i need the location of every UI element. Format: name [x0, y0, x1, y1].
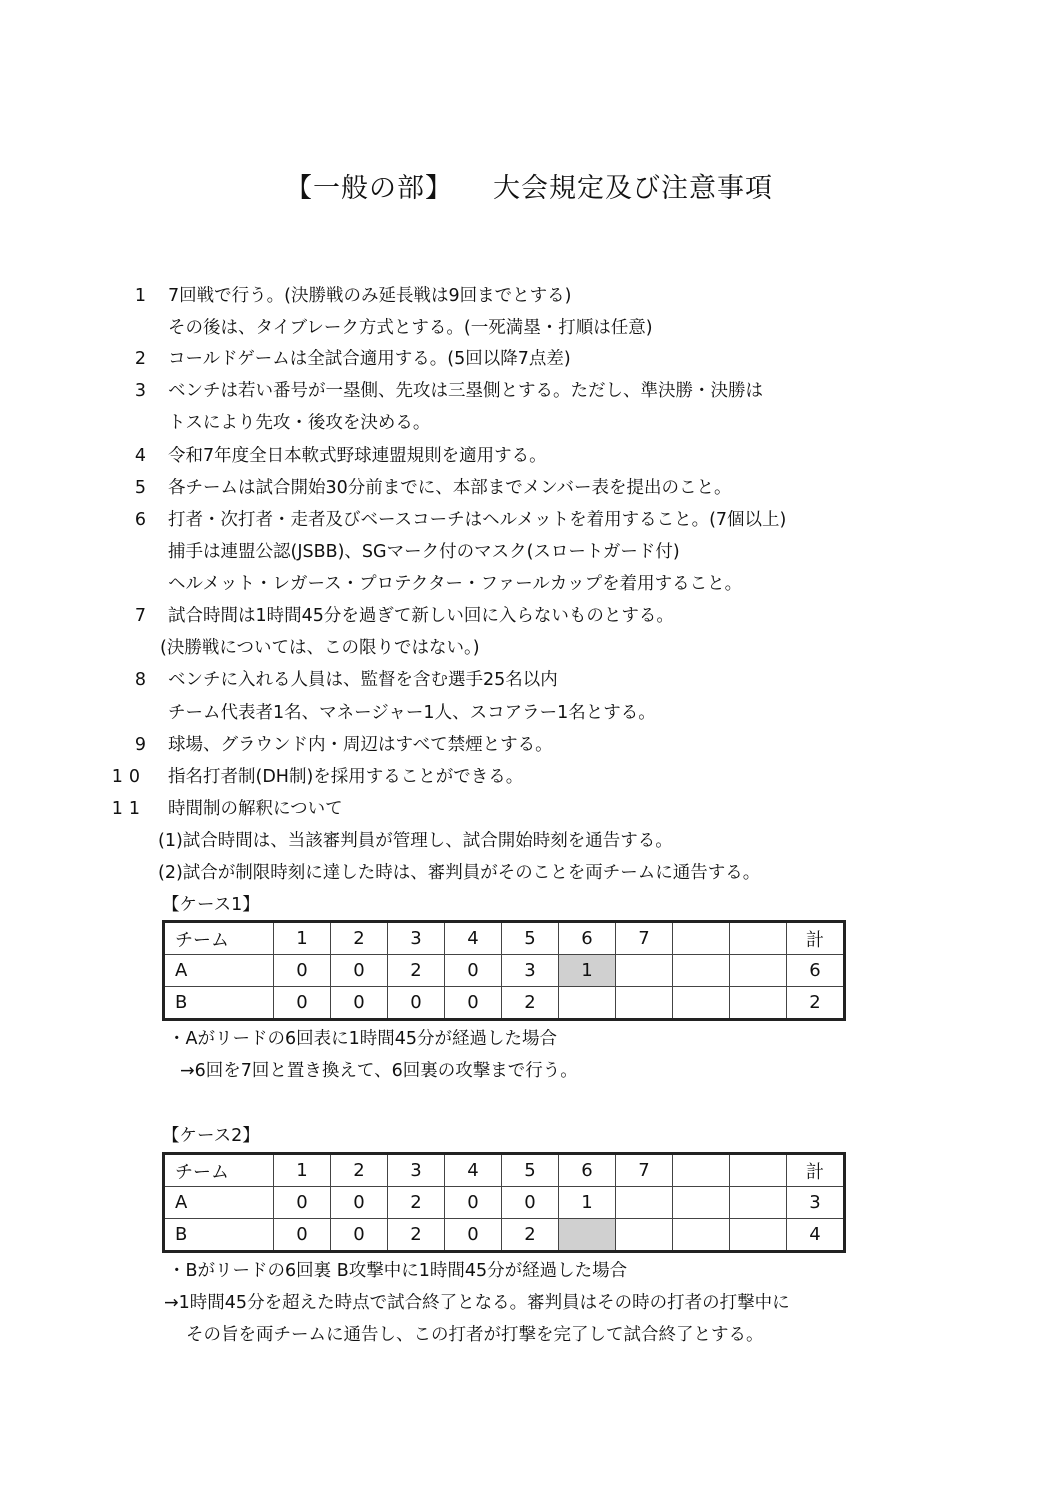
item-number: 7: [134, 606, 146, 626]
item-number: 6: [134, 510, 146, 530]
score-cell: [616, 987, 673, 1020]
score-cell: [616, 1187, 673, 1219]
score-cell: 0: [445, 987, 502, 1020]
header-cell: 2: [331, 1154, 388, 1187]
score-cell: 0: [331, 987, 388, 1020]
item-text: (決勝戦については、この限りではない。): [160, 638, 480, 658]
table-row: [164, 987, 845, 1020]
score-cell: 2: [502, 1219, 559, 1252]
case-note: ・Aがリードの6回表に1時間45分が経過した場合: [168, 1029, 558, 1049]
score-cell: [673, 955, 730, 987]
item-number: 5: [134, 478, 146, 498]
score-cell: 2: [388, 1219, 445, 1252]
sub-item-text: (2)試合が制限時刻に達した時は、審判員がそのことを両チームに通告する。: [158, 863, 761, 883]
item-text: ヘルメット・レガース・プロテクター・ファールカップを着用すること。: [168, 574, 743, 594]
header-cell: 7: [616, 1154, 673, 1187]
item-text: ベンチに入れる人員は、監督を含む選手25名以内: [168, 670, 558, 690]
item-text: 打者・次打者・走者及びベースコーチはヘルメットを着用すること。(7個以上): [168, 510, 787, 530]
case-note: →1時間45分を超えた時点で試合終了となる。審判員はその時の打者の打撃中に: [164, 1293, 790, 1313]
item-text: 球場、グラウンド内・周辺はすべて禁煙とする。: [168, 735, 553, 755]
team-cell: B: [164, 987, 274, 1020]
header-cell: 3: [388, 922, 445, 955]
case-note: その旨を両チームに通告し、この打者が打撃を完了して試合終了とする。: [186, 1325, 764, 1345]
total-cell: 6: [787, 955, 845, 987]
item-number: 2: [134, 349, 146, 369]
header-cell: [673, 1154, 730, 1187]
score-cell: 2: [388, 1187, 445, 1219]
item-text: 令和7年度全日本軟式野球連盟規則を適用する。: [168, 446, 547, 466]
score-cell: 3: [502, 955, 559, 987]
header-cell: 計: [787, 1154, 845, 1187]
score-cell: 2: [388, 955, 445, 987]
title-section: 【一般の部】: [285, 173, 453, 204]
team-cell: A: [164, 1187, 274, 1219]
score-cell: 0: [274, 1187, 331, 1219]
header-cell: 6: [559, 922, 616, 955]
item-number: 3: [134, 381, 146, 401]
header-cell: 4: [445, 922, 502, 955]
score-cell: 0: [331, 955, 388, 987]
item-number: 4: [134, 446, 146, 466]
total-cell: 4: [787, 1219, 845, 1252]
table-row: [164, 1219, 845, 1252]
sub-item-text: (1)試合時間は、当該審判員が管理し、試合開始時刻を通告する。: [158, 831, 673, 851]
score-cell: 0: [445, 1187, 502, 1219]
case-label: 【ケース1】: [162, 895, 260, 915]
score-cell: [730, 987, 787, 1020]
header-cell: 5: [502, 1154, 559, 1187]
score-cell-highlighted: 1: [559, 955, 616, 987]
team-cell: A: [164, 955, 274, 987]
table-header-row: [164, 922, 845, 955]
table-row: [164, 955, 845, 987]
score-cell: 0: [274, 987, 331, 1020]
score-cell: [730, 955, 787, 987]
item-text: 試合時間は1時間45分を過ぎて新しい回に入らないものとする。: [168, 606, 674, 626]
team-cell: B: [164, 1219, 274, 1252]
score-cell: [730, 1187, 787, 1219]
title-main: 大会規定及び注意事項: [493, 173, 773, 204]
item-number: 8: [134, 670, 146, 690]
header-cell: 7: [616, 922, 673, 955]
header-cell: [730, 922, 787, 955]
score-cell: [559, 987, 616, 1020]
score-cell: 2: [502, 987, 559, 1020]
item-number: 1: [134, 286, 146, 306]
header-cell: 1: [274, 1154, 331, 1187]
item-text: ベンチは若い番号が一塁側、先攻は三塁側とする。ただし、準決勝・決勝は: [168, 381, 763, 401]
item-text: チーム代表者1名、マネージャー1人、スコアラー1名とする。: [168, 703, 656, 723]
total-cell: 2: [787, 987, 845, 1020]
score-cell: [730, 1219, 787, 1252]
header-cell: [673, 922, 730, 955]
item-text: トスにより先攻・後攻を決める。: [168, 413, 431, 433]
header-cell: 5: [502, 922, 559, 955]
score-cell: 0: [274, 955, 331, 987]
case-note: ・Bがリードの6回裏 B攻撃中に1時間45分が経過した場合: [168, 1261, 628, 1281]
item-text: 7回戦で行う。(決勝戦のみ延長戦は9回までとする): [168, 286, 572, 306]
case-label: 【ケース2】: [162, 1126, 260, 1146]
score-cell: [616, 1219, 673, 1252]
item-text: 捕手は連盟公認(JSBB)、SGマーク付のマスク(スロートガード付): [168, 542, 680, 562]
item-number: 11: [111, 799, 146, 819]
header-cell: 2: [331, 922, 388, 955]
score-cell: 1: [559, 1187, 616, 1219]
score-cell: 0: [445, 955, 502, 987]
header-cell: 3: [388, 1154, 445, 1187]
score-table-case-1: [162, 920, 846, 1021]
item-text: 指名打者制(DH制)を採用することができる。: [168, 767, 524, 787]
header-cell: チーム: [164, 1154, 274, 1187]
score-cell: 0: [502, 1187, 559, 1219]
item-text: コールドゲームは全試合適用する。(5回以降7点差): [168, 349, 571, 369]
header-cell: 1: [274, 922, 331, 955]
header-cell: 計: [787, 922, 845, 955]
header-cell: 4: [445, 1154, 502, 1187]
score-cell: [616, 955, 673, 987]
score-cell: 0: [331, 1187, 388, 1219]
item-text: その後は、タイブレーク方式とする。(一死満塁・打順は任意): [168, 318, 653, 338]
score-cell-highlighted: [559, 1219, 616, 1252]
score-cell: [673, 1219, 730, 1252]
page-title: [0, 166, 1058, 205]
header-cell: [730, 1154, 787, 1187]
header-cell: チーム: [164, 922, 274, 955]
score-table-case-2: [162, 1152, 846, 1253]
item-text: 各チームは試合開始30分前までに、本部までメンバー表を提出のこと。: [168, 478, 732, 498]
score-cell: [673, 987, 730, 1020]
header-cell: 6: [559, 1154, 616, 1187]
item-text: 時間制の解釈について: [168, 799, 343, 819]
score-cell: 0: [331, 1219, 388, 1252]
table-header-row: [164, 1154, 845, 1187]
table-row: [164, 1187, 845, 1219]
item-number: 9: [134, 735, 146, 755]
score-cell: 0: [388, 987, 445, 1020]
item-number: 10: [111, 767, 146, 787]
case-note: →6回を7回と置き換えて、6回裏の攻撃まで行う。: [180, 1061, 578, 1081]
score-cell: 0: [274, 1219, 331, 1252]
score-cell: [673, 1187, 730, 1219]
total-cell: 3: [787, 1187, 845, 1219]
score-cell: 0: [445, 1219, 502, 1252]
